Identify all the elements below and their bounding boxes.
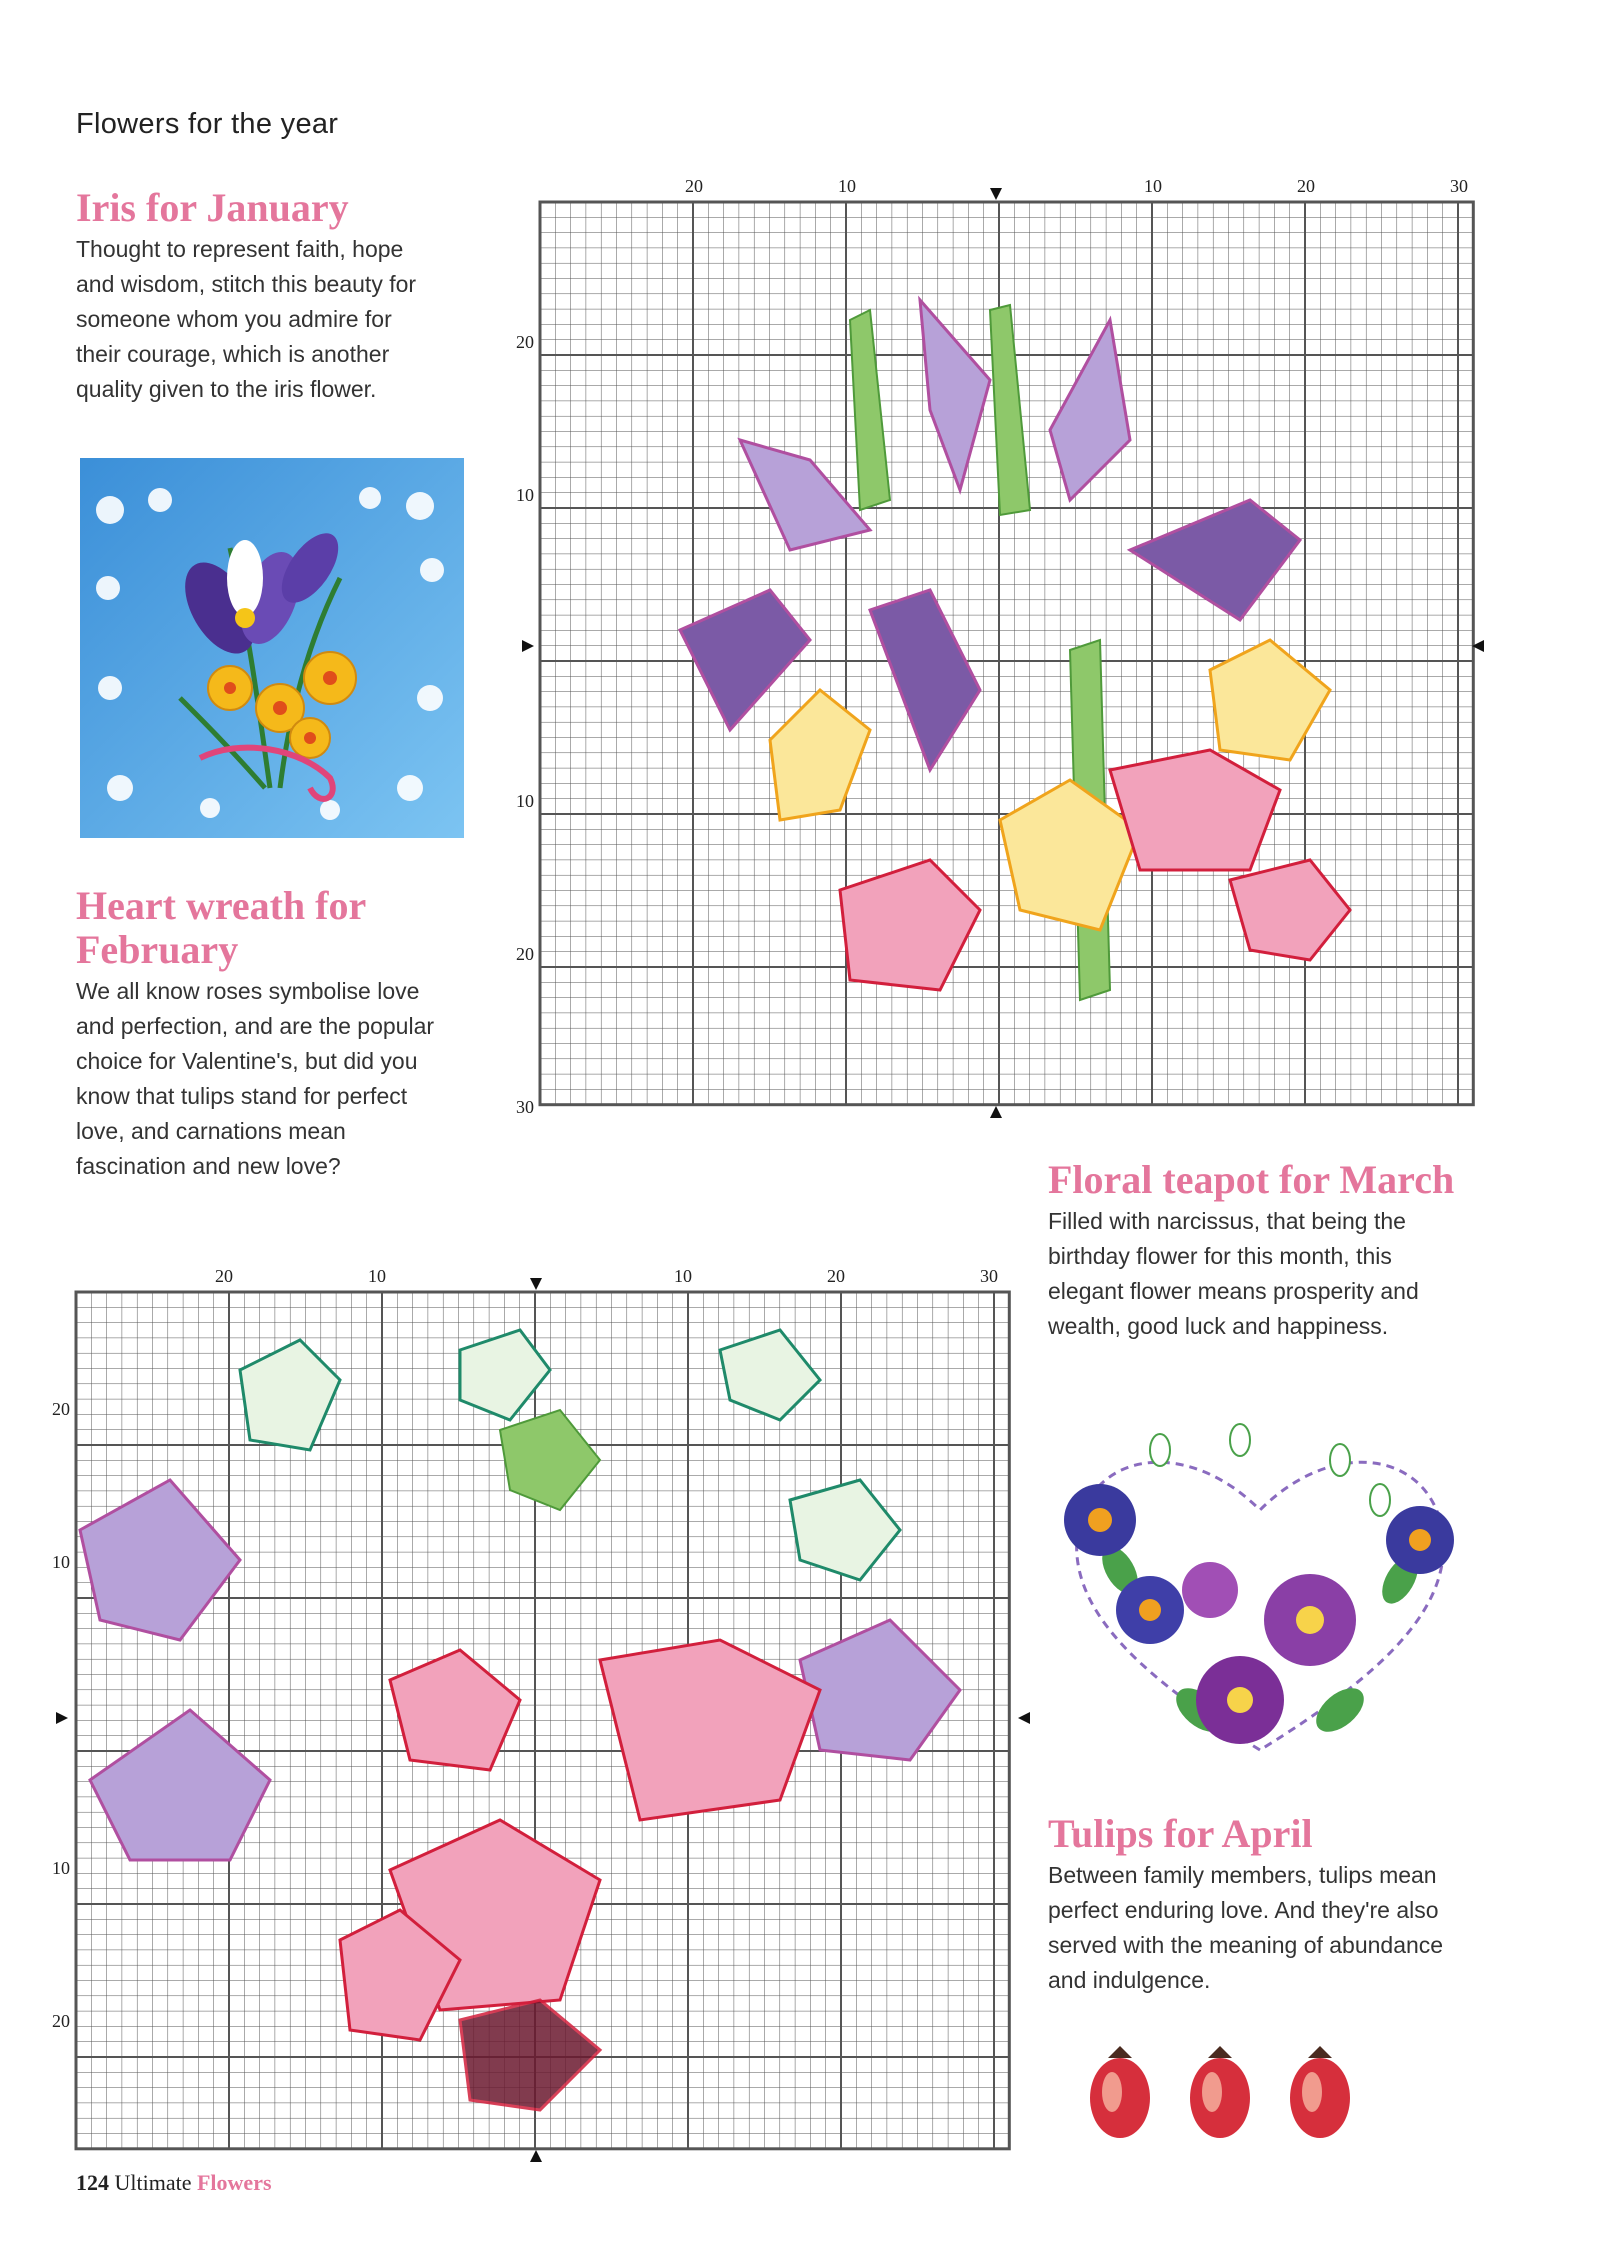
wreath-top-label: 10 (674, 1266, 692, 1286)
iris-stitch-chart (510, 170, 1510, 1130)
iris-left-label: 30 (516, 1097, 534, 1117)
wreath-left-label: 20 (52, 1399, 70, 1419)
wreath-top-label: 10 (368, 1266, 386, 1286)
wreath-left-label: 10 (52, 1858, 70, 1878)
wreath-top-label: 20 (215, 1266, 233, 1286)
iris-left-label: 20 (516, 332, 534, 352)
section-title-heart-wreath-line2: February (76, 927, 239, 972)
section-name: Flowers (196, 2170, 272, 2195)
wreath-stitch-chart (40, 1260, 1040, 2170)
running-head: Flowers for the year (76, 108, 339, 140)
section-body-floral-teapot: Filled with narcissus, that being the birthday flower for this month, this elegant flower means prosperity and wealth, good luck and happiness. (1048, 1208, 1419, 1339)
iris-top-label: 30 (1450, 176, 1468, 196)
iris-left-label: 10 (516, 791, 534, 811)
tulip-buds-illustration (1070, 2040, 1370, 2150)
iris-top-label: 10 (1144, 176, 1162, 196)
tulip-bud-icons (1090, 2046, 1350, 2138)
iris-left-label: 20 (516, 944, 534, 964)
section-body-tulips: Between family members, tulips mean perfect enduring love. And they're also served with the meaning of abundance and indulgence. (1048, 1862, 1444, 1993)
heart-flowers-illustration (1040, 1410, 1480, 1790)
iris-left-label: 10 (516, 485, 534, 505)
snowdrop-icons (1150, 1424, 1390, 1516)
iris-top-label: 20 (1297, 176, 1315, 196)
section-body-iris: Thought to represent faith, hope and wisdom, stitch this beauty for someone whom you admire for their courage, which is another quality given to the iris flower. (76, 236, 417, 402)
section-title-floral-teapot: Floral teapot for March (1048, 1157, 1455, 1202)
wreath-top-label: 20 (827, 1266, 845, 1286)
page-footer (76, 2170, 272, 2196)
wreath-left-label: 10 (52, 1552, 70, 1572)
section-title-heart-wreath-line1: Heart wreath for (76, 883, 367, 928)
publication-name: Ultimate (114, 2170, 192, 2195)
iris-top-label: 10 (838, 176, 856, 196)
wreath-left-label: 20 (52, 2011, 70, 2031)
section-title-iris: Iris for January (76, 185, 349, 230)
section-body-heart-wreath: We all know roses symbolise love and perfection, and are the popular choice for Valentine's, but did you know that tulips stand for perfect love, and carnations mean fascination and new love? (76, 978, 435, 1179)
iris-top-label: 20 (685, 176, 703, 196)
section-title-tulips: Tulips for April (1048, 1811, 1313, 1856)
iris-illustration (80, 458, 464, 838)
section-title-heart-wreath (76, 884, 436, 972)
page-number: 124 (76, 2170, 109, 2195)
wreath-top-label: 30 (980, 1266, 998, 1286)
